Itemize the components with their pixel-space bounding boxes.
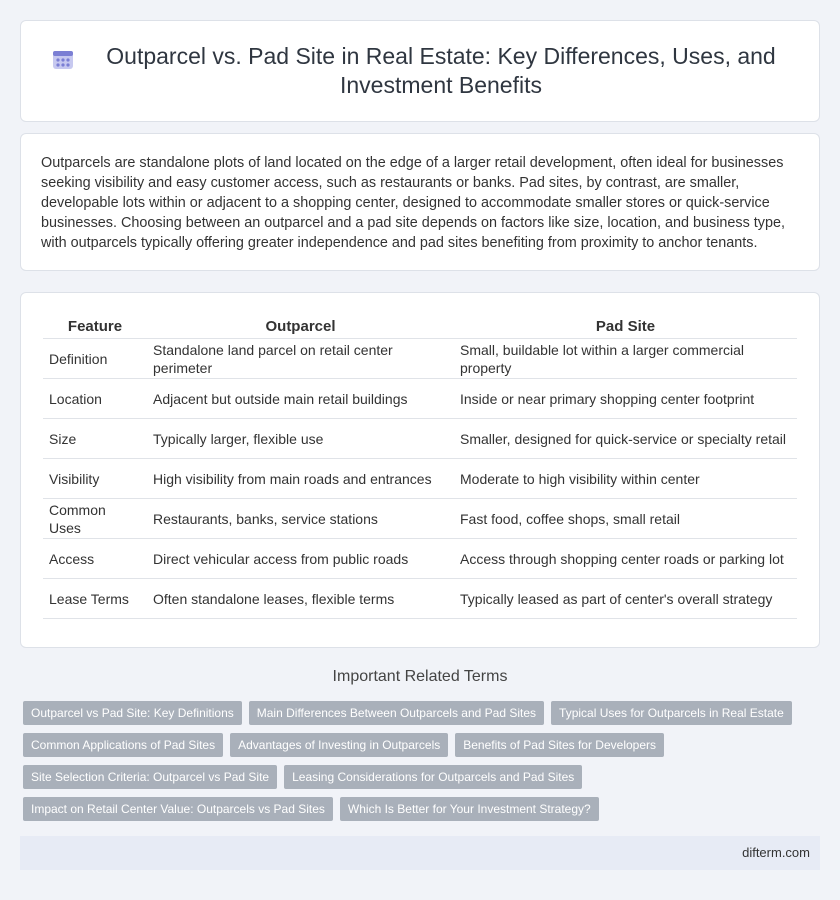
related-term-tag[interactable]: Leasing Considerations for Outparcels and Pad Sites bbox=[284, 765, 582, 789]
related-term-tag[interactable]: Main Differences Between Outparcels and Pad Sites bbox=[249, 701, 544, 725]
title-wrap bbox=[21, 42, 819, 100]
comparison-table-card bbox=[20, 292, 820, 648]
cell-pad-site: Small, buildable lot within a larger commercial property bbox=[454, 339, 797, 379]
table-row bbox=[43, 459, 797, 499]
cell-outparcel: Adjacent but outside main retail buildings bbox=[147, 379, 454, 419]
cell-outparcel: Often standalone leases, flexible terms bbox=[147, 579, 454, 619]
table-row bbox=[43, 539, 797, 579]
table-row bbox=[43, 499, 797, 539]
header-outparcel: Outparcel bbox=[147, 311, 454, 339]
related-term-tag[interactable]: Impact on Retail Center Value: Outparcels vs Pad Sites bbox=[23, 797, 333, 821]
cell-outparcel: Direct vehicular access from public roads bbox=[147, 539, 454, 579]
tag-row bbox=[23, 797, 823, 821]
footer bbox=[20, 836, 820, 870]
related-terms-list bbox=[23, 701, 823, 829]
cell-feature: Definition bbox=[43, 339, 147, 379]
related-term-tag[interactable]: Site Selection Criteria: Outparcel vs Pad Site bbox=[23, 765, 277, 789]
header-feature: Feature bbox=[43, 311, 147, 339]
cell-pad-site: Access through shopping center roads or parking lot bbox=[454, 539, 797, 579]
table-row bbox=[43, 579, 797, 619]
tag-row bbox=[23, 765, 823, 789]
footer-site-link[interactable]: difterm.com bbox=[742, 845, 810, 860]
table-row bbox=[43, 339, 797, 379]
table-row bbox=[43, 419, 797, 459]
related-term-tag[interactable]: Typical Uses for Outparcels in Real Estate bbox=[551, 701, 792, 725]
cell-feature: Common Uses bbox=[43, 499, 147, 539]
tag-row bbox=[23, 733, 823, 757]
cell-outparcel: Typically larger, flexible use bbox=[147, 419, 454, 459]
cell-pad-site: Smaller, designed for quick-service or specialty retail bbox=[454, 419, 797, 459]
page-title: Outparcel vs. Pad Site in Real Estate: Key Differences, Uses, and Investment Benefits bbox=[106, 43, 776, 98]
related-term-tag[interactable]: Common Applications of Pad Sites bbox=[23, 733, 223, 757]
related-term-tag[interactable]: Which Is Better for Your Investment Strategy? bbox=[340, 797, 599, 821]
document-icon bbox=[51, 48, 75, 72]
table-header-row bbox=[43, 311, 797, 339]
cell-pad-site: Moderate to high visibility within center bbox=[454, 459, 797, 499]
related-terms-heading: Important Related Terms bbox=[332, 668, 508, 685]
header-pad-site: Pad Site bbox=[454, 311, 797, 339]
related-term-tag[interactable]: Benefits of Pad Sites for Developers bbox=[455, 733, 664, 757]
cell-outparcel: Standalone land parcel on retail center perimeter bbox=[147, 339, 454, 379]
cell-pad-site: Fast food, coffee shops, small retail bbox=[454, 499, 797, 539]
title-card bbox=[20, 20, 820, 122]
cell-feature: Lease Terms bbox=[43, 579, 147, 619]
cell-feature: Visibility bbox=[43, 459, 147, 499]
cell-pad-site: Typically leased as part of center's overall strategy bbox=[454, 579, 797, 619]
cell-feature: Access bbox=[43, 539, 147, 579]
cell-pad-site: Inside or near primary shopping center footprint bbox=[454, 379, 797, 419]
cell-feature: Location bbox=[43, 379, 147, 419]
comparison-table bbox=[43, 311, 797, 619]
intro-paragraph: Outparcels are standalone plots of land located on the edge of a larger retail development, often ideal for businesses seeking visibility and easy customer access, such as restaurants or banks. Pad sites, by contrast, are smaller, developable lots within or adjacent to a shopping center, designed to accommodate smaller stores or quick-service businesses. Choosing between an outparcel and a pad site depends on factors like size, location, and business type, with outparcels typically offering greater independence and pad sites benefiting from proximity to anchor tenants. bbox=[41, 155, 785, 251]
cell-outparcel: High visibility from main roads and entrances bbox=[147, 459, 454, 499]
intro-card bbox=[20, 133, 820, 271]
table-row bbox=[43, 379, 797, 419]
cell-outparcel: Restaurants, banks, service stations bbox=[147, 499, 454, 539]
related-term-tag[interactable]: Advantages of Investing in Outparcels bbox=[230, 733, 448, 757]
tag-row bbox=[23, 701, 823, 725]
related-term-tag[interactable]: Outparcel vs Pad Site: Key Definitions bbox=[23, 701, 242, 725]
cell-feature: Size bbox=[43, 419, 147, 459]
